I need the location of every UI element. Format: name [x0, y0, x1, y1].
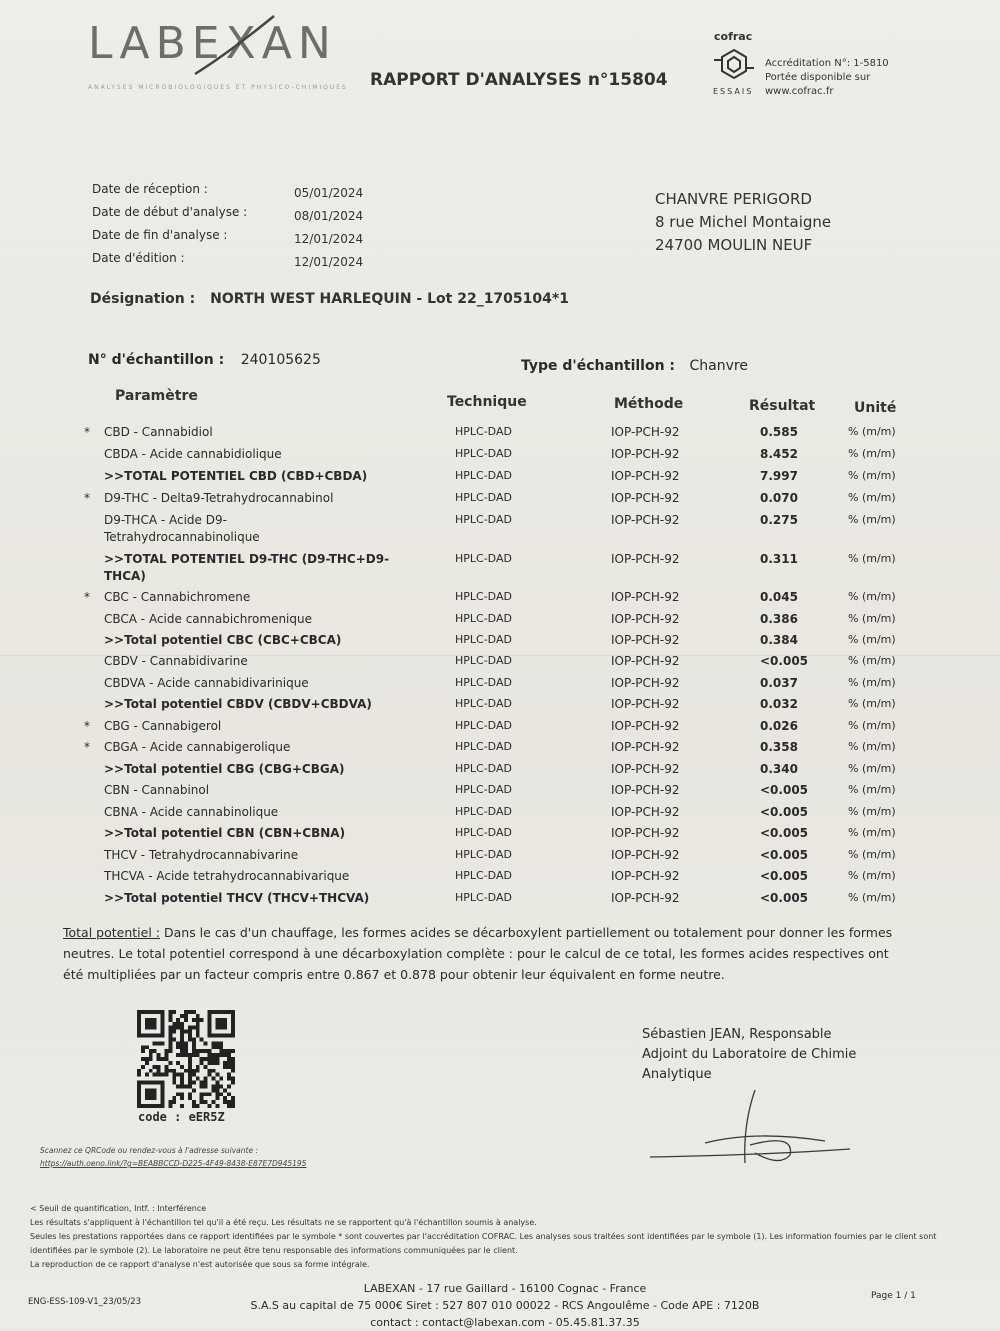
table-row [0, 891, 1000, 911]
unit-cell: % (m/m) [848, 719, 896, 732]
sample-type [521, 358, 748, 374]
table-row [0, 676, 1000, 696]
table-row [0, 869, 1000, 889]
note-text: Dans le cas d'un chauffage, les formes acides se décarboxylent partiellement ou totalement pour donner les formes neutres. Le total potentiel correspond à une décarboxylation complète : pour le calcul de ce total, les formes acides respectives ont été multipliées par un facteur compris entre 0.867 et 0.878 pour obtenir leur équivalent en forme neutre. [63, 925, 893, 982]
method-cell: IOP-PCH-92 [611, 783, 680, 797]
parameter-cell: >>Total potentiel CBG (CBG+CBGA) [104, 762, 345, 776]
qr-code-icon[interactable] [137, 1010, 235, 1108]
technique-cell: HPLC-DAD [455, 491, 512, 504]
method-cell: IOP-PCH-92 [611, 826, 680, 840]
result-cell: <0.005 [760, 869, 809, 883]
parameter-cell: CBDV - Cannabidivarine [104, 654, 248, 668]
method-cell: IOP-PCH-92 [611, 697, 680, 711]
method-cell: IOP-PCH-92 [611, 654, 680, 668]
report-title: RAPPORT D'ANALYSES n°15804 [370, 70, 668, 90]
client-name: CHANVRE PERIGORD [655, 190, 812, 208]
parameter-cell: >>Total potentiel CBN (CBN+CBNA) [104, 826, 346, 840]
method-cell: IOP-PCH-92 [611, 869, 680, 883]
unit-cell: % (m/m) [848, 740, 896, 753]
sample-number-label: N° d'échantillon : [88, 352, 225, 368]
designation [90, 291, 569, 307]
method-cell: IOP-PCH-92 [611, 491, 680, 505]
technique-cell: HPLC-DAD [455, 425, 512, 438]
method-cell: IOP-PCH-92 [611, 612, 680, 626]
unit-cell: % (m/m) [848, 552, 896, 565]
cofrac-essais: ESSAIS [713, 87, 754, 96]
edition-date: 12/01/2024 [294, 255, 364, 269]
technique-cell: HPLC-DAD [455, 719, 512, 732]
result-cell: <0.005 [760, 805, 809, 819]
designation-label: Désignation : [90, 291, 196, 307]
row-asterisk: * [84, 740, 90, 754]
result-cell: <0.005 [760, 654, 809, 668]
technique-cell: HPLC-DAD [455, 783, 512, 796]
technique-cell: HPLC-DAD [455, 552, 512, 565]
parameter-cell: >>Total potentiel CBDV (CBDV+CBDVA) [104, 697, 372, 711]
page-number: Page 1 / 1 [871, 1291, 916, 1301]
unit-cell: % (m/m) [848, 491, 896, 504]
row-asterisk: * [84, 425, 90, 439]
designation-value: NORTH WEST HARLEQUIN - Lot 22_1705104*1 [210, 291, 569, 307]
result-cell: <0.005 [760, 891, 809, 905]
signatory: Sébastien JEAN, Responsable Adjoint du Laboratoire de Chimie Analytique [642, 1027, 857, 1082]
sample-number-value: 240105625 [240, 352, 321, 368]
parameter-cell: THCV - Tetrahydrocannabivarine [104, 848, 299, 862]
cofrac-label: cofrac [714, 30, 753, 43]
unit-cell: % (m/m) [848, 697, 896, 710]
result-cell: 0.311 [760, 552, 798, 566]
qr-code-label: code : eER5Z [138, 1110, 225, 1124]
table-row [0, 697, 1000, 717]
parameter-cell: D9-THCA - Acide D9- [104, 513, 227, 527]
verification-link[interactable]: https://auth.oeno.link/?g=BEABBCCD-D225-4F49-8438-E87E7D945195 [40, 1159, 307, 1168]
result-cell: 0.340 [760, 762, 798, 776]
labexan-logo: LABEXAN [88, 18, 337, 69]
sample-number [88, 352, 321, 368]
table-row [0, 848, 1000, 868]
parameter-cell: CBDA - Acide cannabidiolique [104, 447, 282, 461]
result-cell: 0.037 [760, 676, 798, 690]
unit-cell: % (m/m) [848, 762, 896, 775]
method-cell: IOP-PCH-92 [611, 762, 680, 776]
technique-cell: HPLC-DAD [455, 848, 512, 861]
unit-cell: % (m/m) [848, 783, 896, 796]
header-unit: Unité [854, 400, 897, 416]
parameter-cell: CBD - Cannabidiol [104, 425, 213, 439]
unit-cell: % (m/m) [848, 869, 896, 882]
header-parameter: Paramètre [115, 388, 198, 404]
table-row [0, 447, 1000, 467]
unit-cell: % (m/m) [848, 826, 896, 839]
parameter-cell: >>Total potentiel THCV (THCV+THCVA) [104, 891, 370, 905]
edition-date-label: Date d'édition : [92, 251, 185, 265]
parameter-cell: >>Total potentiel CBC (CBC+CBCA) [104, 633, 342, 647]
signatory-name: Sébastien JEAN, Responsable [642, 1027, 832, 1042]
row-asterisk: * [84, 491, 90, 505]
form-reference: ENG-ESS-109-V1_23/05/23 [28, 1297, 142, 1307]
table-row [0, 590, 1000, 610]
technique-cell: HPLC-DAD [455, 762, 512, 775]
reception-date: 05/01/2024 [294, 186, 364, 200]
technique-cell: HPLC-DAD [455, 740, 512, 753]
table-row [0, 469, 1000, 489]
start-date: 08/01/2024 [294, 209, 364, 223]
method-cell: IOP-PCH-92 [611, 513, 680, 527]
technique-cell: HPLC-DAD [455, 654, 512, 667]
table-row [0, 425, 1000, 445]
parameter-cell: D9-THC - Delta9-Tetrahydrocannabinol [104, 491, 334, 505]
result-cell: 0.585 [760, 425, 798, 439]
unit-cell: % (m/m) [848, 654, 896, 667]
method-cell: IOP-PCH-92 [611, 891, 680, 905]
unit-cell: % (m/m) [848, 425, 896, 438]
technique-cell: HPLC-DAD [455, 590, 512, 603]
logo-swoosh-icon [190, 12, 280, 82]
client-city: 24700 MOULIN NEUF [655, 236, 813, 254]
unit-cell: % (m/m) [848, 891, 896, 904]
parameter-cell: THCVA - Acide tetrahydrocannabivarique [104, 869, 350, 883]
parameter-cell: CBNA - Acide cannabinolique [104, 805, 279, 819]
unit-cell: % (m/m) [848, 612, 896, 625]
result-cell: 7.997 [760, 469, 798, 483]
technique-cell: HPLC-DAD [455, 869, 512, 882]
parameter-cell: >>TOTAL POTENTIEL CBD (CBD+CBDA) [104, 469, 368, 483]
method-cell: IOP-PCH-92 [611, 719, 680, 733]
parameter-cell-continued: THCA) [104, 569, 146, 583]
header-method: Méthode [614, 396, 684, 412]
parameter-cell: CBG - Cannabigerol [104, 719, 222, 733]
parameter-cell: CBC - Cannabichromene [104, 590, 251, 604]
table-row [0, 805, 1000, 825]
note-label: Total potentiel : [63, 925, 160, 940]
result-cell: 0.358 [760, 740, 798, 754]
parameter-cell: >>TOTAL POTENTIEL D9-THC (D9-THC+D9- [104, 552, 390, 566]
parameter-cell: CBDVA - Acide cannabidivarinique [104, 676, 309, 690]
technique-cell: HPLC-DAD [455, 447, 512, 460]
technique-cell: HPLC-DAD [455, 633, 512, 646]
qr-instructions: Scannez ce QRCode ou rendez-vous à l'adresse suivante : https://auth.oeno.link/?g=BEABBCCD-D225-4F49-8438-E87E7D945195 [40, 1146, 307, 1168]
unit-cell: % (m/m) [848, 447, 896, 460]
parameter-cell: CBGA - Acide cannabigerolique [104, 740, 291, 754]
unit-cell: % (m/m) [848, 513, 896, 526]
result-cell: 0.045 [760, 590, 798, 604]
table-row [0, 719, 1000, 739]
contact-line: contact : contact@labexan.com - 05.45.81.37.35 [370, 1316, 640, 1329]
client-street: 8 rue Michel Montaigne [655, 213, 832, 231]
unit-cell: % (m/m) [848, 590, 896, 603]
parameter-cell: CBN - Cannabinol [104, 783, 210, 797]
result-cell: <0.005 [760, 848, 809, 862]
unit-cell: % (m/m) [848, 848, 896, 861]
sample-type-value: Chanvre [689, 358, 748, 374]
client-address [655, 188, 831, 257]
total-potential-note [63, 922, 893, 985]
end-date-label: Date de fin d'analyse : [92, 228, 228, 242]
table-row [0, 762, 1000, 782]
technique-cell: HPLC-DAD [455, 826, 512, 839]
table-row [0, 740, 1000, 760]
result-cell: <0.005 [760, 826, 809, 840]
unit-cell: % (m/m) [848, 469, 896, 482]
result-cell: 0.386 [760, 612, 798, 626]
result-cell: 0.032 [760, 697, 798, 711]
result-cell: 0.070 [760, 491, 798, 505]
result-cell: <0.005 [760, 783, 809, 797]
signature-icon [645, 1085, 855, 1175]
header-technique: Technique [447, 394, 527, 410]
unit-cell: % (m/m) [848, 633, 896, 646]
start-date-label: Date de début d'analyse : [92, 205, 248, 219]
result-cell: 8.452 [760, 447, 798, 461]
table-row [0, 783, 1000, 803]
unit-cell: % (m/m) [848, 676, 896, 689]
date-values [294, 182, 363, 274]
parameter-cell: CBCA - Acide cannabichromenique [104, 612, 312, 626]
technique-cell: HPLC-DAD [455, 612, 512, 625]
method-cell: IOP-PCH-92 [611, 805, 680, 819]
reception-date-label: Date de réception : [92, 182, 208, 196]
table-row [0, 491, 1000, 511]
method-cell: IOP-PCH-92 [611, 590, 680, 604]
technique-cell: HPLC-DAD [455, 469, 512, 482]
table-row [0, 612, 1000, 632]
paper-fold [0, 655, 1000, 656]
method-cell: IOP-PCH-92 [611, 447, 680, 461]
technique-cell: HPLC-DAD [455, 891, 512, 904]
sample-type-label: Type d'échantillon : [521, 358, 676, 374]
result-cell: 0.275 [760, 513, 798, 527]
date-labels [92, 178, 247, 270]
row-asterisk: * [84, 719, 90, 733]
technique-cell: HPLC-DAD [455, 676, 512, 689]
accreditation-info: Accréditation N°: 1-5810 Portée disponible sur www.cofrac.fr [765, 58, 889, 97]
result-cell: 0.384 [760, 633, 798, 647]
company-footer: LABEXAN - 17 rue Gaillard - 16100 Cognac - France S.A.S au capital de 75 000€ Siret : 527 807 010 00022 - RCS Angoulême - Code APE : 7120B contact : contact@labexan.com - 05.45.81.37.35 [200, 1280, 810, 1331]
method-cell: IOP-PCH-92 [611, 740, 680, 754]
result-cell: 0.026 [760, 719, 798, 733]
table-row [0, 552, 1000, 583]
technique-cell: HPLC-DAD [455, 697, 512, 710]
table-row [0, 513, 1000, 544]
legal-notice: < Seuil de quantification, Intf. : Interférence Les résultats s'appliquent à l'échantillon tel qu'il a été reçu. Les résultats ne se rapportent qu'à l'échantillon soumis à analyse. Seules les prestations rapportées dans ce rapport identifiées par le symbole * sont couvertes par l'accréditation COFRAC. Les analyses sous traitées sont identifiées par le symbole (1). Les information fournies par le client sont identifiées par le symbole (2). Le laboratoire ne peut être tenu responsable des informations communiquées par le client. La reproduction de ce rapport d'analyse n'est autorisée que sous sa forme intégrale. [30, 1204, 937, 1269]
unit-cell: % (m/m) [848, 805, 896, 818]
technique-cell: HPLC-DAD [455, 805, 512, 818]
method-cell: IOP-PCH-92 [611, 848, 680, 862]
row-asterisk: * [84, 590, 90, 604]
parameter-cell-continued: Tetrahydrocannabinolique [104, 530, 260, 544]
method-cell: IOP-PCH-92 [611, 676, 680, 690]
method-cell: IOP-PCH-92 [611, 552, 680, 566]
method-cell: IOP-PCH-92 [611, 633, 680, 647]
table-row [0, 654, 1000, 674]
method-cell: IOP-PCH-92 [611, 469, 680, 483]
cofrac-logo-icon [712, 48, 756, 82]
table-row [0, 826, 1000, 846]
logo-subtitle: ANALYSES MICROBIOLOGIQUES ET PHYSICO-CHIMIQUES [88, 84, 348, 91]
technique-cell: HPLC-DAD [455, 513, 512, 526]
table-row [0, 633, 1000, 653]
header-result: Résultat [749, 398, 816, 414]
end-date: 12/01/2024 [294, 232, 364, 246]
method-cell: IOP-PCH-92 [611, 425, 680, 439]
